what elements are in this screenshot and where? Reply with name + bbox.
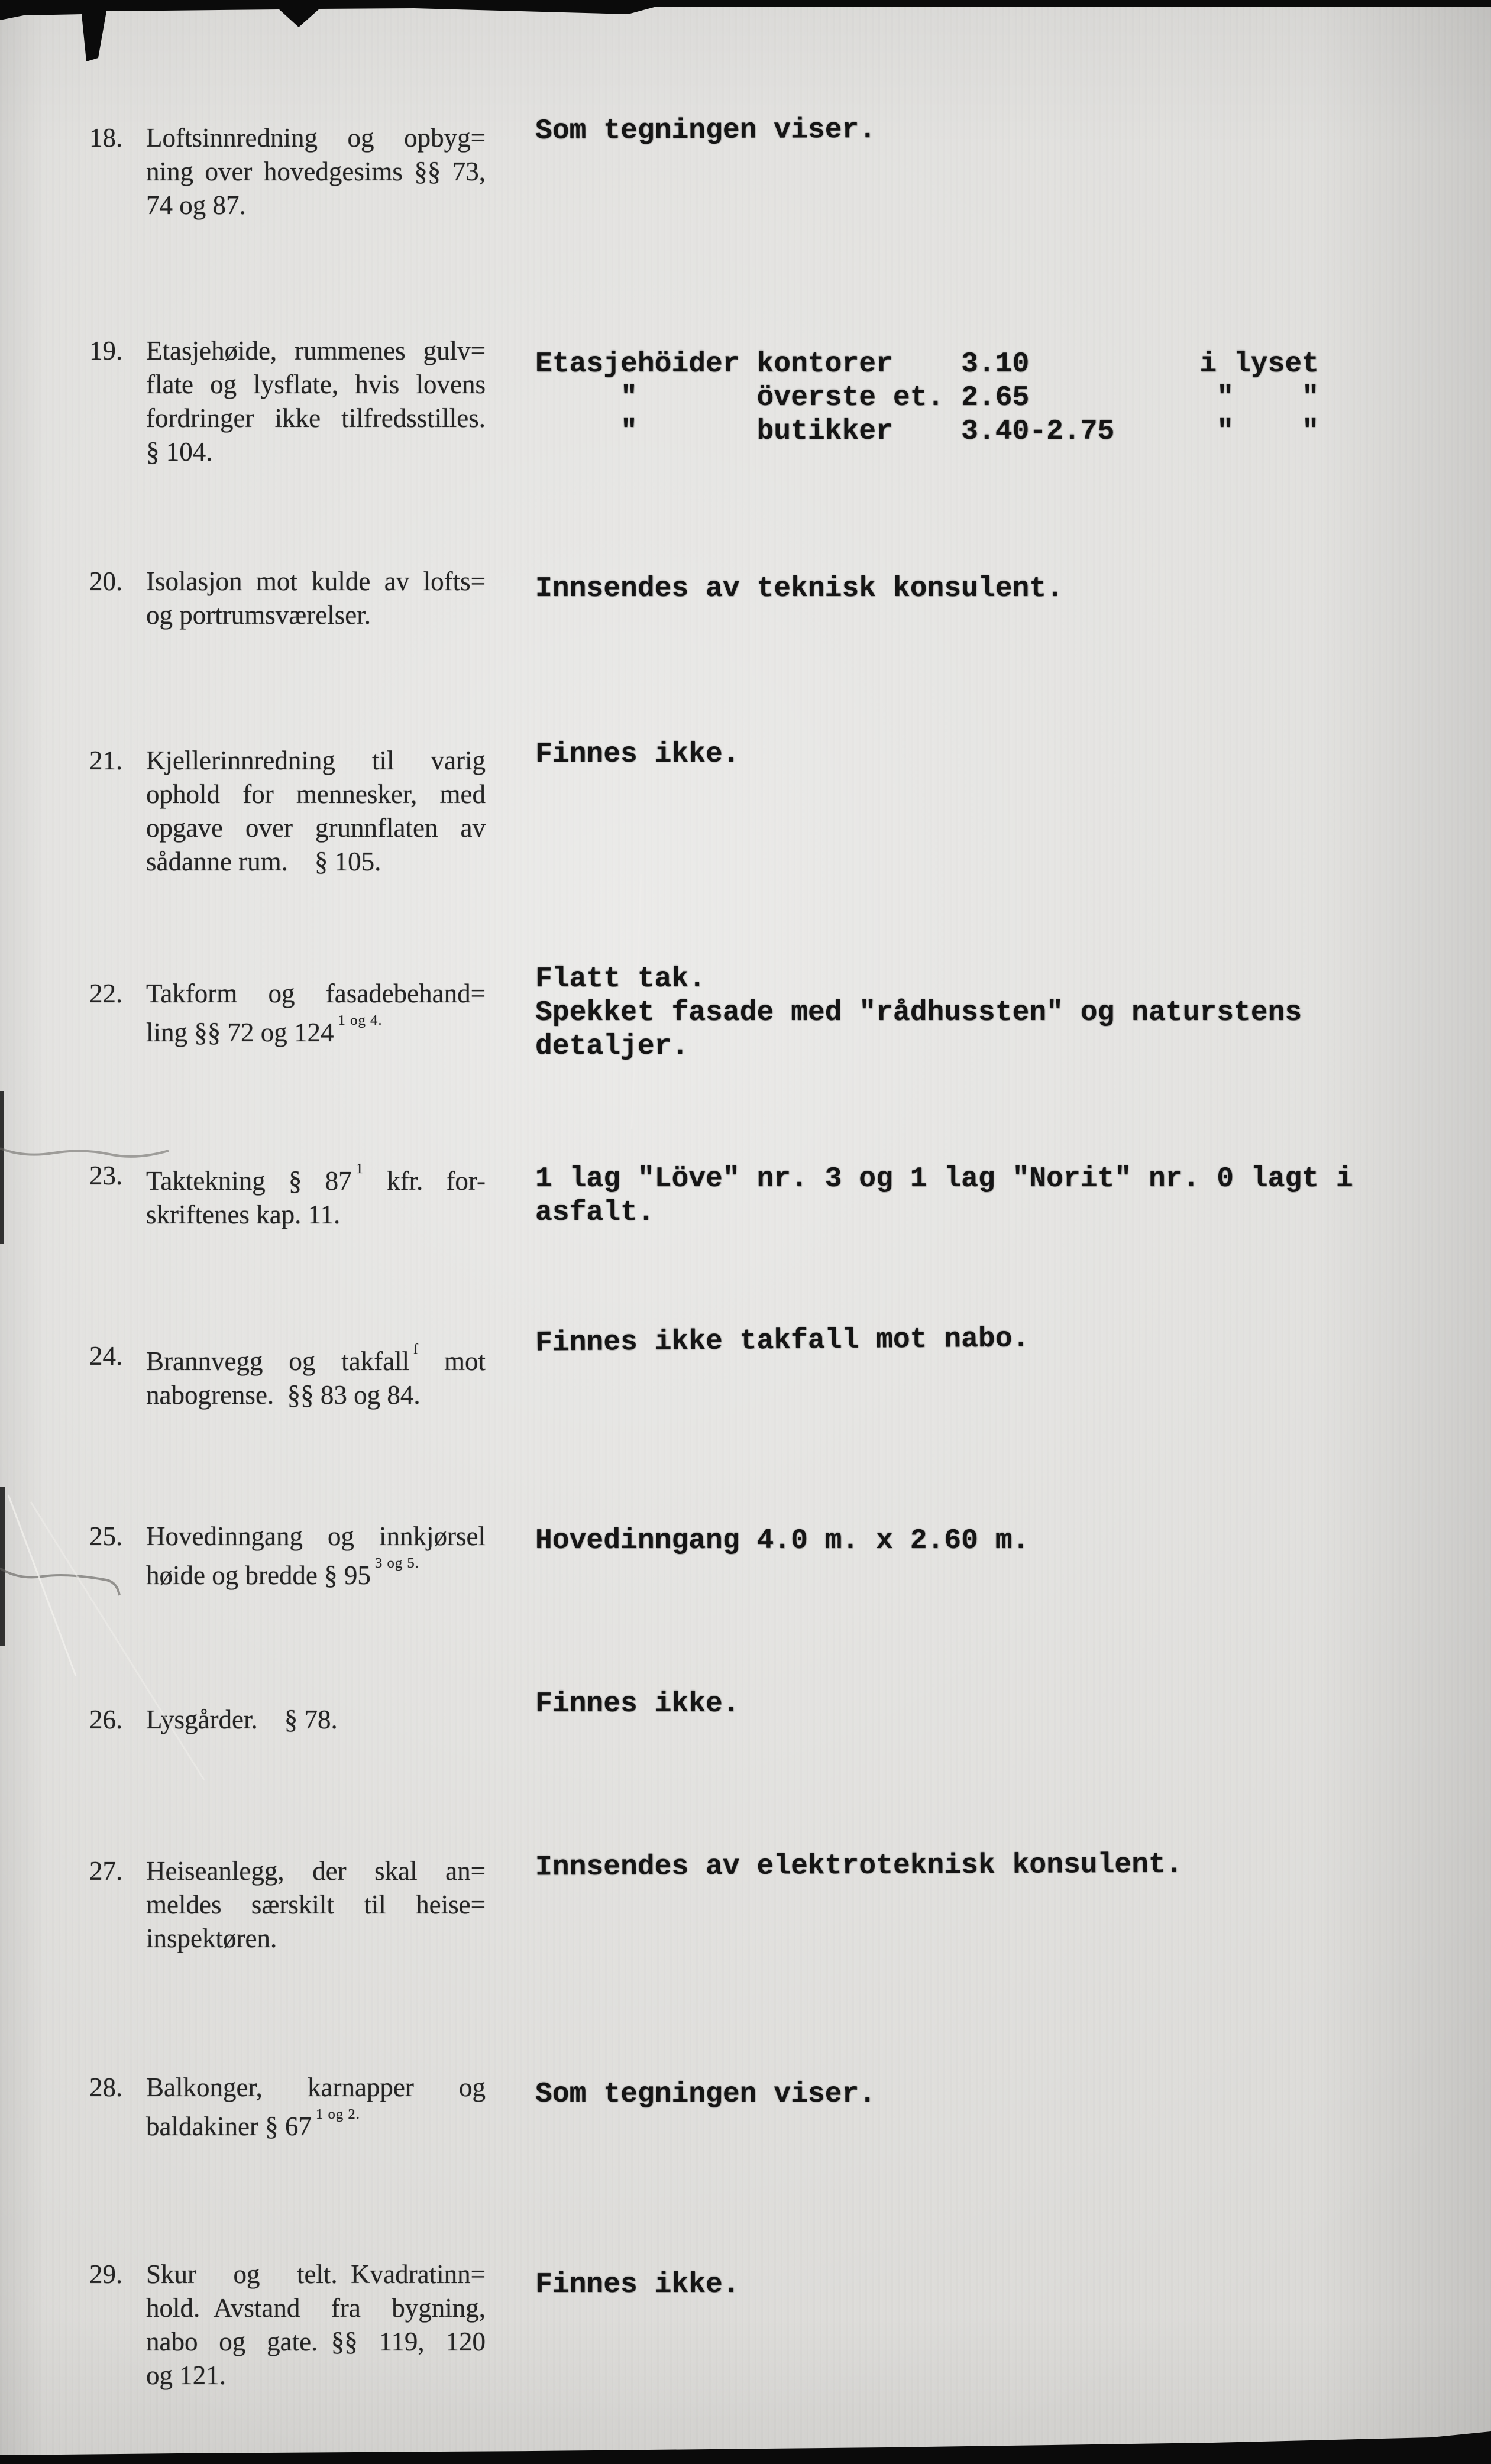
item-response-typed (535, 114, 876, 148)
item-printed-block (89, 565, 486, 632)
item-printed-block (89, 1854, 486, 1955)
item-description-printed (146, 2258, 486, 2392)
item-printed-block (89, 334, 486, 469)
item-description-printed (146, 1703, 486, 1737)
printed-line: fordringer ikke tilfredsstilles. (146, 403, 486, 433)
scan-edge-left-sliver (0, 1487, 5, 1646)
printed-line: ophold for mennesker, med (146, 779, 486, 809)
printed-line: sådanne rum. § 105. (146, 847, 381, 876)
typed-line: asfalt. (535, 1197, 655, 1229)
printed-line: Etasjehøide, rummenes gulv= (146, 336, 486, 365)
fold-crease (0, 1148, 169, 1157)
typed-line: Finnes ikke. (535, 739, 740, 770)
white-scratch (8, 1495, 76, 1676)
item-printed-block (89, 2071, 486, 2144)
item-response-typed (535, 1163, 1353, 1230)
typed-line: Finnes ikke. (535, 2269, 740, 2301)
scan-edge-top (0, 0, 1491, 61)
item-description-printed (146, 2071, 486, 2144)
item-number: 21. (89, 746, 123, 775)
item-printed-block (89, 1159, 486, 1232)
printed-line: § 104. (146, 437, 213, 467)
printed-line: høide og bredde § 95 $^{3 og 5.}$ (146, 1555, 419, 1590)
item-description-printed (146, 1854, 486, 1955)
item-printed-block (89, 744, 486, 879)
item-response-typed (535, 738, 740, 772)
item-number: 23. (89, 1161, 123, 1190)
item-number: 28. (89, 2073, 123, 2102)
typed-line: Som tegningen viser. (535, 2078, 877, 2110)
item-description-printed (146, 565, 486, 632)
printed-line: opgave over grunnflaten av (146, 813, 486, 843)
item-response-typed (535, 1322, 1030, 1360)
printed-line: Lysgårder. § 78. (146, 1705, 338, 1734)
printed-line: Brannvegg og takfall $^ſ$ mot (146, 1341, 486, 1376)
printed-line: Heiseanlegg, der skal an= (146, 1856, 486, 1886)
typed-line: Finnes ikke. (535, 1688, 740, 1720)
item-description-printed (146, 1159, 486, 1232)
typed-line: Innsendes av teknisk konsulent. (535, 573, 1063, 605)
item-description-printed (146, 121, 486, 222)
item-response-typed (535, 1688, 740, 1721)
item-response-typed (535, 348, 1319, 449)
item-response-typed (535, 572, 1063, 606)
printed-line: nabogrense. §§ 83 og 84. (146, 1380, 421, 1410)
typed-line: Flatt tak. (535, 963, 706, 995)
item-number: 29. (89, 2259, 123, 2289)
printed-line: Takform og fasadebehand= (146, 979, 486, 1008)
printed-line: baldakiner § 67 $^{1 og 2.}$ (146, 2106, 360, 2141)
typed-line: Etasjehöider kontorer 3.10 i lyset (535, 348, 1319, 380)
item-description-printed (146, 744, 486, 879)
typed-line: detaljer. (535, 1031, 689, 1063)
item-description-printed (146, 334, 486, 469)
item-response-typed (535, 1524, 1029, 1558)
printed-line: Isolasjon mot kulde av lofts= (146, 566, 486, 596)
typed-line: 1 lag "Löve" nr. 3 og 1 lag "Norit" nr. 0 lagt i (535, 1163, 1353, 1195)
item-response-typed (535, 1848, 1183, 1885)
typed-line: Hovedinngang 4.0 m. x 2.60 m. (535, 1525, 1030, 1557)
printed-line: inspektøren. (146, 1924, 277, 1953)
item-description-printed (146, 977, 486, 1050)
item-printed-block (89, 1520, 486, 1592)
printed-line: Balkonger, karnapper og (146, 2073, 486, 2102)
scan-edge-bottom (0, 2431, 1491, 2464)
scan-edge-left-sliver (0, 1091, 4, 1244)
item-printed-block (89, 1339, 486, 1412)
item-number: 18. (89, 123, 123, 153)
item-number: 26. (89, 1705, 123, 1734)
printed-line: flate og lysflate, hvis lovens (146, 370, 486, 399)
typed-line: Finnes ikke takfall mot nabo. (535, 1323, 1030, 1359)
printed-line: ling §§ 72 og 124 $^{1 og 4.}$ (146, 1012, 383, 1047)
item-number: 22. (89, 979, 123, 1008)
item-number: 24. (89, 1341, 123, 1371)
printed-line: ning over hovedgesims §§ 73, (146, 157, 486, 186)
item-number: 20. (89, 566, 123, 596)
item-printed-block (89, 2258, 486, 2392)
printed-line: og 121. (146, 2361, 226, 2390)
item-printed-block (89, 977, 486, 1050)
item-response-typed (535, 2268, 740, 2302)
item-number: 19. (89, 336, 123, 365)
printed-line: meldes særskilt til heise= (146, 1890, 486, 1919)
printed-line: og portrumsværelser. (146, 600, 371, 630)
printed-line: Kjellerinnredning til varig (146, 746, 486, 775)
item-number: 27. (89, 1856, 123, 1886)
typed-line: Som tegningen viser. (535, 114, 877, 148)
item-response-typed (535, 2078, 876, 2112)
item-printed-block (89, 121, 486, 222)
printed-line: Taktekning § 87 $^1$ kfr. for- (146, 1160, 486, 1196)
item-number: 25. (89, 1521, 123, 1551)
typed-line: Spekket fasade med "rådhussten" og naturstens (535, 997, 1302, 1029)
item-description-printed (146, 1339, 486, 1412)
printed-line: hold. Avstand fra bygning, (146, 2293, 486, 2323)
item-response-typed (535, 963, 1302, 1064)
printed-line: Loftsinnredning og opbyg= (146, 123, 486, 153)
printed-line: Hovedinngang og innkjørsel (146, 1521, 486, 1551)
typed-line: " butikker 3.40-2.75 " " (535, 416, 1319, 448)
typed-line: Innsendes av elektroteknisk konsulent. (535, 1848, 1183, 1884)
typed-line: " överste et. 2.65 " " (535, 382, 1319, 414)
printed-line: 74 og 87. (146, 190, 246, 220)
item-description-printed (146, 1520, 486, 1592)
printed-line: nabo og gate. §§ 119, 120 (146, 2327, 486, 2356)
printed-line: skriftenes kap. 11. (146, 1200, 341, 1229)
item-printed-block (89, 1703, 486, 1737)
printed-line: Skur og telt. Kvadratinn= (146, 2259, 486, 2289)
